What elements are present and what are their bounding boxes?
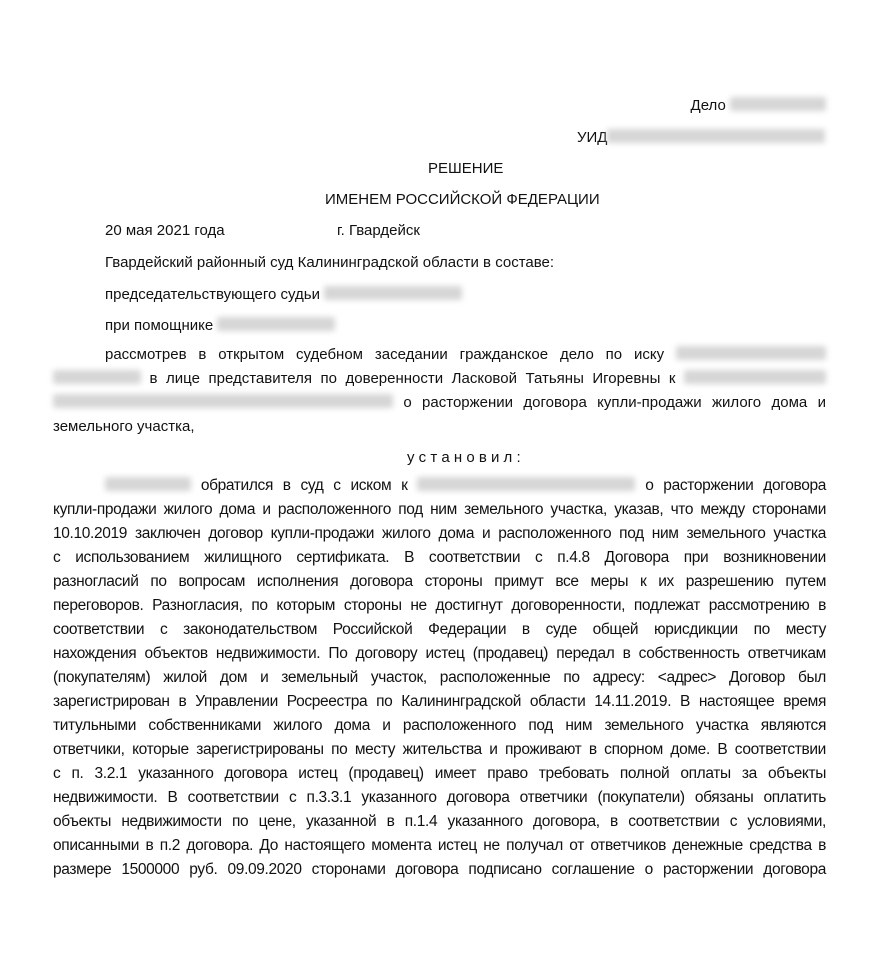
defendants-names-redacted bbox=[53, 394, 393, 408]
intro-line-4: земельного участка, bbox=[53, 418, 195, 435]
body-text: недвижимости. В соответствии с п.3.3.1 указанного договора ответчики (покупатели) обязаны оплатить bbox=[53, 789, 826, 806]
body-text: размере 1500000 руб. 09.09.2020 сторонами договора подписано соглашение о расторжении договора bbox=[53, 861, 826, 878]
case-number-label: Дело bbox=[690, 97, 726, 114]
body-line bbox=[53, 668, 826, 688]
body-line-1 bbox=[105, 476, 826, 496]
uid-label: УИД bbox=[577, 129, 608, 146]
body-line bbox=[53, 788, 826, 808]
assistant-label: при помощнике bbox=[105, 317, 214, 334]
body-line-1-inner bbox=[105, 476, 826, 496]
established-heading: у с т а н о в и л : bbox=[407, 449, 521, 466]
body-text-1a: обратился в суд с иском к bbox=[200, 477, 408, 494]
document-title: РЕШЕНИЕ bbox=[428, 160, 504, 177]
plaintiff-short-name-redacted bbox=[105, 477, 191, 491]
body-text: 10.10.2019 заключен договор купли-продажи жилого дома и расположенного под ним земельного участка bbox=[53, 525, 826, 542]
body-line bbox=[53, 692, 826, 712]
plaintiff-name-redacted bbox=[676, 346, 826, 360]
intro-line-3 bbox=[53, 393, 826, 413]
intro-line-2 bbox=[53, 369, 826, 389]
body-line bbox=[53, 572, 826, 592]
body-text: зарегистрирован в Управлении Росреестра по Калининградской области 14.11.2019. В настоящее время bbox=[53, 693, 826, 710]
intro-text-3: о расторжении договора купли-продажи жилого дома и bbox=[403, 394, 826, 411]
body-text: нахождения объектов недвижимости. По договору истец (продавец) передал в собственность ответчикам bbox=[53, 645, 826, 662]
body-text: с п. 3.2.1 указанного договора истец (продавец) имеет право требовать полной оплаты за объекты bbox=[53, 765, 826, 782]
intro-line-1 bbox=[53, 345, 826, 365]
body-line bbox=[53, 548, 826, 568]
body-text: объекты недвижимости по цене, указанной в п.1.4 указанного договора, в соответствии с условиями, bbox=[53, 813, 826, 830]
body-line bbox=[53, 620, 826, 640]
intro-text-2: в лице представителя по доверенности Ласковой Татьяны Игоревны к bbox=[149, 370, 676, 387]
presiding-judge-label: председательствующего судьи bbox=[105, 286, 320, 303]
body-line bbox=[53, 812, 826, 832]
body-text: разногласий по вопросам исполнения договора стороны примут все меры к их разрешению путем bbox=[53, 573, 826, 590]
court-composition: Гвардейский районный суд Калининградской области в составе: bbox=[105, 254, 555, 271]
assistant-line bbox=[105, 316, 335, 336]
decision-city: г. Гвардейск bbox=[337, 222, 420, 239]
body-text: купли-продажи жилого дома и расположенного под ним земельного участка, указав, что между сторонами bbox=[53, 501, 826, 518]
body-text-1b: о расторжении договора bbox=[645, 477, 826, 494]
body-line bbox=[53, 716, 826, 736]
document-subtitle: ИМЕНЕМ РОССИЙСКОЙ ФЕДЕРАЦИИ bbox=[325, 191, 600, 208]
body-text: (покупателям) жилой дом и земельный участок, расположенные по адресу: <адрес> Договор был bbox=[53, 669, 826, 686]
body-text: соответствии с законодательством Российской Федерации в суде общей юрисдикции по месту bbox=[53, 621, 826, 638]
defendant-name-redacted bbox=[684, 370, 826, 384]
presiding-judge-line bbox=[105, 285, 462, 305]
body-line bbox=[53, 524, 826, 544]
body-line bbox=[53, 500, 826, 520]
case-number-redacted bbox=[730, 97, 826, 111]
body-line bbox=[53, 644, 826, 664]
intro-text-1: рассмотрев в открытом судебном заседании гражданское дело по иску bbox=[105, 346, 665, 363]
body-text: с использованием жилищного сертификата. В соответствии с п.4.8 Договора при возникновении bbox=[53, 549, 826, 566]
defendants-short-names-redacted bbox=[417, 477, 635, 491]
body-line bbox=[53, 836, 826, 856]
plaintiff-patronymic-redacted bbox=[53, 370, 141, 384]
body-line bbox=[53, 740, 826, 760]
body-text: ответчики, которые зарегистрированы по месту жительства и проживают в спорном доме. В соответствии bbox=[53, 741, 826, 758]
body-line bbox=[53, 860, 826, 880]
body-text: переговоров. Разногласия, по которым стороны не достигнут договоренности, подлежат рассмотрению в bbox=[53, 597, 826, 614]
body-text: описанными в п.2 договора. До настоящего момента истец не получал от ответчиков денежные средства в bbox=[53, 837, 826, 854]
body-text: титульными собственниками жилого дома и расположенного под ним земельного участка являются bbox=[53, 717, 826, 734]
body-line bbox=[53, 596, 826, 616]
body-line bbox=[53, 764, 826, 784]
decision-date: 20 мая 2021 года bbox=[105, 222, 225, 239]
judge-name-redacted bbox=[324, 286, 462, 300]
case-number-line bbox=[691, 96, 826, 116]
uid-line bbox=[577, 128, 825, 148]
uid-redacted bbox=[607, 129, 825, 143]
assistant-name-redacted bbox=[217, 317, 335, 331]
